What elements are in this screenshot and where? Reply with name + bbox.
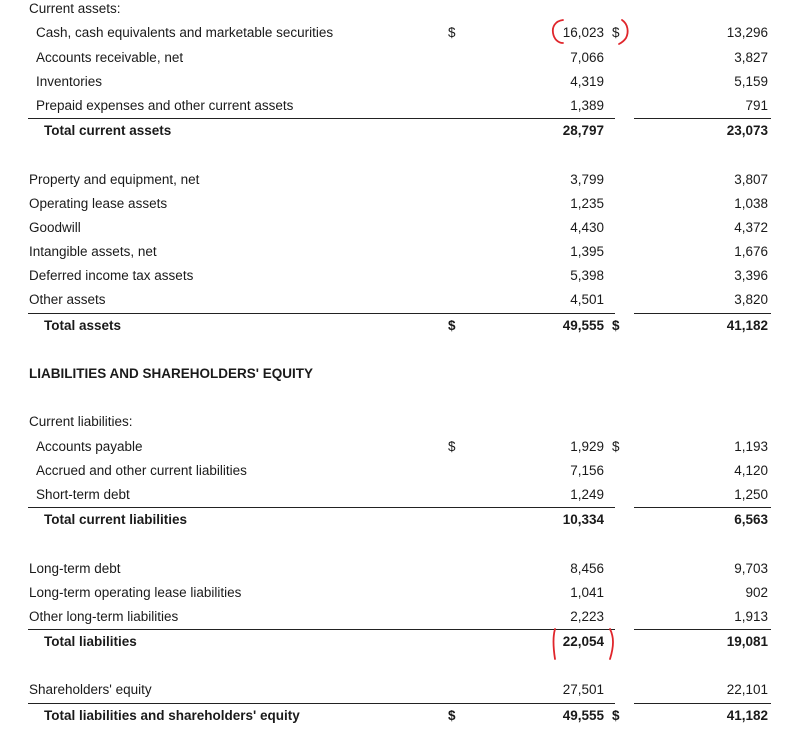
row-label-total-current-assets: Total current assets bbox=[44, 123, 172, 138]
row-label-other-assets: Other assets bbox=[29, 292, 106, 307]
row-label-inventories: Inventories bbox=[36, 74, 103, 89]
row-label-cash: Cash, cash equivalents and marketable securities bbox=[36, 25, 334, 40]
value-total-assets-prior: 41,182 bbox=[726, 318, 768, 333]
divider bbox=[28, 703, 615, 704]
annotation-right-bracket-icon bbox=[619, 20, 628, 44]
value-total-liabilities-prior: 19,081 bbox=[726, 634, 768, 649]
annotation-bracket-cash bbox=[549, 18, 634, 46]
divider bbox=[28, 118, 615, 119]
row-label-equity: Shareholders' equity bbox=[29, 682, 152, 697]
value-receivable-prior: 3,827 bbox=[734, 50, 768, 65]
current-liabilities-heading: Current liabilities: bbox=[29, 414, 133, 429]
dollar-sign: $ bbox=[448, 318, 456, 333]
annotation-bracket-total-liabilities bbox=[548, 627, 620, 661]
value-op-lease-assets-current: 1,235 bbox=[570, 196, 604, 211]
row-label-lt-op-lease: Long-term operating lease liabilities bbox=[29, 585, 242, 600]
value-property-current: 3,799 bbox=[570, 172, 604, 187]
value-op-lease-assets-prior: 1,038 bbox=[734, 196, 768, 211]
value-other-assets-current: 4,501 bbox=[570, 292, 604, 307]
value-total-assets-current: 49,555 bbox=[562, 318, 604, 333]
row-label-short-term-debt: Short-term debt bbox=[36, 487, 130, 502]
row-label-receivable: Accounts receivable, net bbox=[36, 50, 184, 65]
annotation-left-bracket-icon bbox=[554, 629, 556, 659]
row-label-long-term-debt: Long-term debt bbox=[29, 561, 121, 576]
value-inventories-current: 4,319 bbox=[570, 74, 604, 89]
value-total-current-assets-current: 28,797 bbox=[562, 123, 604, 138]
value-long-term-debt-current: 8,456 bbox=[570, 561, 604, 576]
value-intangible-current: 1,395 bbox=[570, 244, 604, 259]
value-other-assets-prior: 3,820 bbox=[734, 292, 768, 307]
current-assets-heading: Current assets: bbox=[29, 1, 121, 16]
dollar-sign: $ bbox=[612, 439, 620, 454]
row-label-other-lt-liabilities: Other long-term liabilities bbox=[29, 609, 179, 624]
divider bbox=[634, 507, 771, 508]
divider bbox=[28, 629, 615, 630]
value-total-current-liabilities-current: 10,334 bbox=[562, 512, 604, 527]
row-label-op-lease-assets: Operating lease assets bbox=[29, 196, 168, 211]
row-label-deferred-tax: Deferred income tax assets bbox=[29, 268, 194, 283]
row-label-total-liabilities: Total liabilities bbox=[44, 634, 137, 649]
divider bbox=[634, 118, 771, 119]
value-other-lt-liabilities-prior: 1,913 bbox=[734, 609, 768, 624]
value-accounts-payable-current: 1,929 bbox=[570, 439, 604, 454]
divider bbox=[634, 629, 771, 630]
value-short-term-debt-prior: 1,250 bbox=[734, 487, 768, 502]
value-lt-op-lease-prior: 902 bbox=[745, 585, 768, 600]
value-goodwill-current: 4,430 bbox=[570, 220, 604, 235]
value-long-term-debt-prior: 9,703 bbox=[734, 561, 768, 576]
dollar-sign: $ bbox=[612, 318, 620, 333]
value-total-liabilities-current: 22,054 bbox=[562, 634, 604, 649]
value-accrued-prior: 4,120 bbox=[734, 463, 768, 478]
value-deferred-tax-current: 5,398 bbox=[570, 268, 604, 283]
value-total-current-liabilities-prior: 6,563 bbox=[734, 512, 768, 527]
liabilities-equity-heading: LIABILITIES AND SHAREHOLDERS' EQUITY bbox=[29, 366, 313, 381]
row-label-accrued: Accrued and other current liabilities bbox=[36, 463, 247, 478]
annotation-left-bracket-icon bbox=[553, 20, 563, 43]
value-lt-op-lease-current: 1,041 bbox=[570, 585, 604, 600]
dollar-sign: $ bbox=[612, 25, 620, 40]
value-other-lt-liabilities-current: 2,223 bbox=[570, 609, 604, 624]
value-property-prior: 3,807 bbox=[734, 172, 768, 187]
value-prepaid-current: 1,389 bbox=[570, 98, 604, 113]
row-label-intangible: Intangible assets, net bbox=[29, 244, 157, 259]
row-label-goodwill: Goodwill bbox=[29, 220, 81, 235]
row-label-prepaid: Prepaid expenses and other current assets bbox=[36, 98, 294, 113]
value-total-current-assets-prior: 23,073 bbox=[726, 123, 768, 138]
value-goodwill-prior: 4,372 bbox=[734, 220, 768, 235]
value-receivable-current: 7,066 bbox=[570, 50, 604, 65]
row-label-accounts-payable: Accounts payable bbox=[36, 439, 143, 454]
row-label-total-assets: Total assets bbox=[44, 318, 122, 333]
dollar-sign: $ bbox=[448, 25, 456, 40]
value-deferred-tax-prior: 3,396 bbox=[734, 268, 768, 283]
divider bbox=[28, 313, 615, 314]
dollar-sign: $ bbox=[612, 708, 620, 723]
value-cash-prior: 13,296 bbox=[726, 25, 768, 40]
value-prepaid-prior: 791 bbox=[745, 98, 768, 113]
value-accrued-current: 7,156 bbox=[570, 463, 604, 478]
dollar-sign: $ bbox=[448, 439, 456, 454]
value-equity-current: 27,501 bbox=[562, 682, 604, 697]
value-accounts-payable-prior: 1,193 bbox=[734, 439, 768, 454]
dollar-sign: $ bbox=[448, 708, 456, 723]
divider bbox=[634, 313, 771, 314]
value-total-liabilities-equity-current: 49,555 bbox=[562, 708, 604, 723]
value-cash-current: 16,023 bbox=[562, 25, 604, 40]
row-label-property: Property and equipment, net bbox=[29, 172, 200, 187]
row-label-total-current-liabilities: Total current liabilities bbox=[44, 512, 188, 527]
value-inventories-prior: 5,159 bbox=[734, 74, 768, 89]
row-label-total-liabilities-equity: Total liabilities and shareholders' equity bbox=[44, 708, 300, 723]
value-short-term-debt-current: 1,249 bbox=[570, 487, 604, 502]
value-total-liabilities-equity-prior: 41,182 bbox=[726, 708, 768, 723]
divider bbox=[634, 703, 771, 704]
value-intangible-prior: 1,676 bbox=[734, 244, 768, 259]
annotation-right-bracket-icon bbox=[610, 629, 613, 659]
value-equity-prior: 22,101 bbox=[726, 682, 768, 697]
divider bbox=[28, 507, 615, 508]
